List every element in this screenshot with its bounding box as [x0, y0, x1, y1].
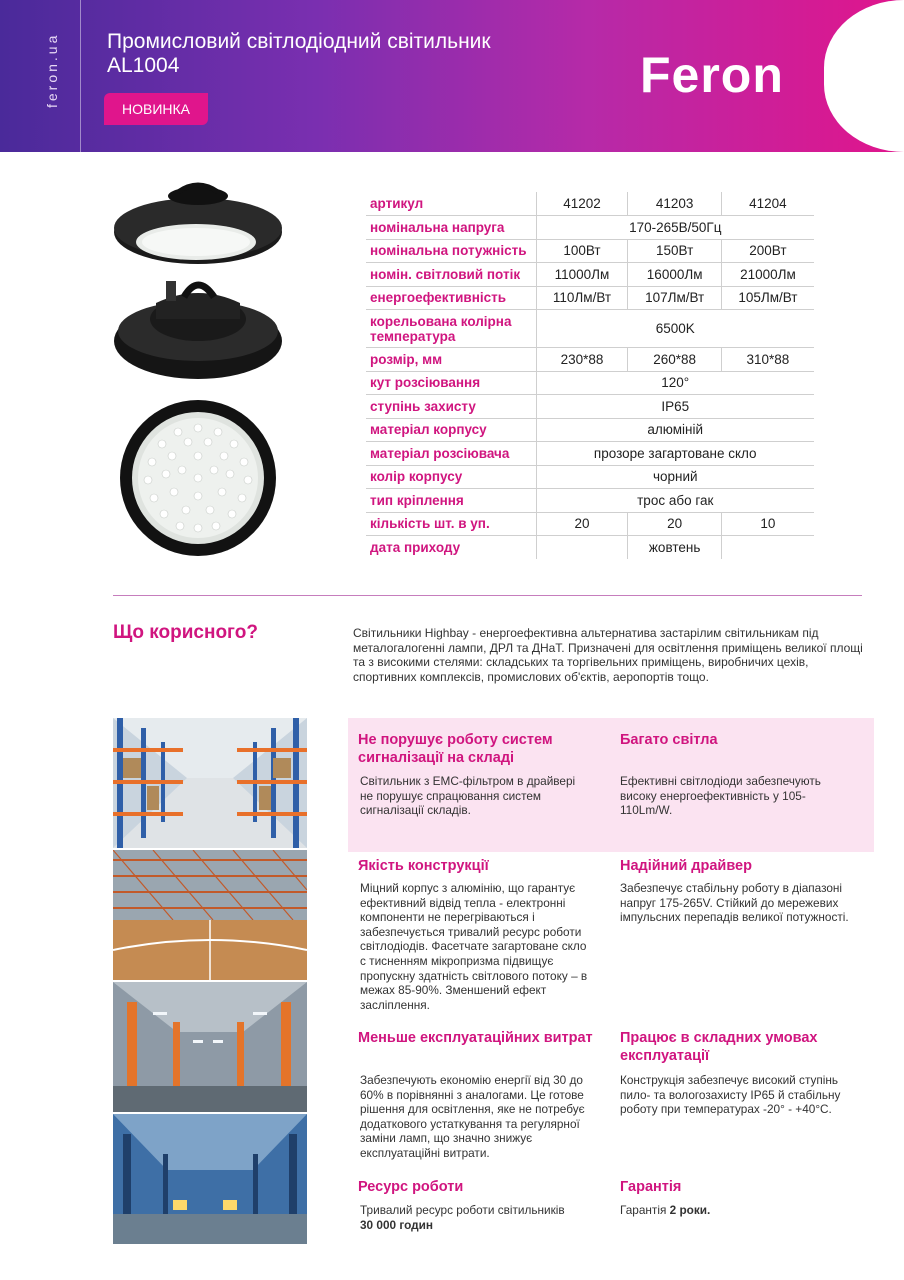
- spec-row-size: розмір, мм 230*88 260*88 310*88: [366, 348, 814, 372]
- feature-8-text-main: Гарантія: [620, 1203, 667, 1217]
- feature-3-text: Міцний корпус з алюмінію, що гарантує ефективний відвід тепла - електронні компоненти не перегріваються і забезпечується тривалий ресурс роботи світлодіодів. Фасетчате загартоване скло с тисненням мікропризма підвищує пропускну здатність світлового потоку – в межах 85-90%. Зменшений ефект засліплення.: [360, 881, 588, 1012]
- title-line-1: Промисловий світлодіодний світильник: [107, 30, 491, 53]
- spec-row-article: артикул 41202 41203 41204: [366, 192, 814, 216]
- spec-row-arrival: дата приходу жовтень: [366, 536, 814, 560]
- warehouse-photo-1: [113, 718, 307, 848]
- feature-5-text: Забезпечують економію енергії від 30 до 60% в порівнянні з аналогами. Це готове рішення для освітлення, яке не потребує додаткового устаткування та регулярної заміни ламп, що значно знижує експлуатаційні витрати.: [360, 1073, 585, 1160]
- lamp-front-image: [108, 182, 288, 272]
- header-divider: [80, 0, 81, 152]
- spec-row-diffuser: матеріал розсіювача прозоре загартоване скло: [366, 442, 814, 466]
- feature-4-title: Надійний драйвер: [620, 858, 752, 874]
- feature-7-text-bold: 30 000 годин: [360, 1217, 434, 1232]
- useful-heading: Що корисного?: [113, 622, 258, 643]
- feature-8-text: [620, 1203, 860, 1218]
- feature-8-title: Гарантія: [620, 1179, 682, 1195]
- title-line-2: AL1004: [107, 54, 180, 77]
- feature-3-title: Якість конструкції: [358, 858, 489, 874]
- header-curve: [824, 0, 904, 152]
- feature-5-title: Меньше експлуатаційних витрат: [358, 1030, 593, 1046]
- industrial-hall-photo: [113, 1114, 307, 1244]
- spec-row-power: номінальна потужність 100Вт 150Вт 200Вт: [366, 239, 814, 263]
- product-title: [107, 30, 491, 78]
- feature-8-text-bold: 2 роки.: [669, 1203, 711, 1217]
- feature-2-title: Багато світла: [620, 732, 718, 748]
- spec-row-efficiency: енергоефективність 110Лм/Вт 107Лм/Вт 105Лм/Вт: [366, 286, 814, 310]
- feature-7-text: [360, 1203, 600, 1232]
- feature-7-title: Ресурс роботи: [358, 1179, 464, 1195]
- feature-4-text: Забезпечує стабільну роботу в діапазоні напруг 175-265V. Стійкий до мережевих імпульсних перепадів великої потужності.: [620, 881, 849, 925]
- factory-photo: [113, 982, 307, 1112]
- spec-row-body-color: колір корпусу чорний: [366, 465, 814, 489]
- new-badge: НОВИНКА: [104, 93, 208, 125]
- useful-text: Світильники Highbay - енергоефективна альтернатива застарілим світильникам під металогалогенні лампи, ДРЛ та ДНаТ. Призначені для освітлення приміщень великої площі та з високими стелями: складських та торгівельних приміщень, виробничих цехів, спортивних комплексів, промислових об'єктів, аеропортів тощо.: [353, 626, 863, 684]
- feature-6-text: Конструкція забезпечує високий ступінь пило- та вологозахисту IP65 й стабільну роботу при температурах -20° - +40°С.: [620, 1073, 841, 1117]
- spec-row-flux: номін. світловий потік 11000Лм 16000Лм 21000Лм: [366, 263, 814, 287]
- sports-hall-photo: [113, 850, 307, 980]
- lamp-bottom-image: [118, 398, 278, 558]
- feature-1-text: Світильник з ЕМС-фільтром в драйвері не порушує спрацювання систем сигналізації складів.: [360, 774, 576, 818]
- brand-logo: Feron: [640, 47, 784, 103]
- spec-row-angle: кут розсіювання 120°: [366, 371, 814, 395]
- feature-7-text-main: Тривалий ресурс роботи світильників: [360, 1203, 565, 1217]
- site-url[interactable]: feron.ua: [44, 32, 60, 108]
- feature-2-text: Ефективні світлодіоди забезпечують високу енергоефективність у 105-110Lm/W.: [620, 774, 821, 818]
- header-banner: [0, 0, 904, 152]
- lamp-side-image: [110, 275, 290, 385]
- spec-row-body-material: матеріал корпусу алюміній: [366, 418, 814, 442]
- spec-row-cct: корельована колірна температура 6500K: [366, 310, 814, 348]
- spec-table: [366, 192, 814, 559]
- spec-row-ip: ступінь захисту IP65: [366, 395, 814, 419]
- spec-row-voltage: номінальна напруга 170-265В/50Гц: [366, 216, 814, 240]
- feature-6-title: Працює в складних умовах експлуатації: [620, 1030, 818, 1064]
- feature-1-title: Не порушує роботу систем сигналізації на складі: [358, 732, 553, 766]
- spec-row-qty: кількість шт. в уп. 20 20 10: [366, 512, 814, 536]
- spec-row-mounting: тип кріплення трос або гак: [366, 489, 814, 513]
- section-divider: [113, 595, 862, 596]
